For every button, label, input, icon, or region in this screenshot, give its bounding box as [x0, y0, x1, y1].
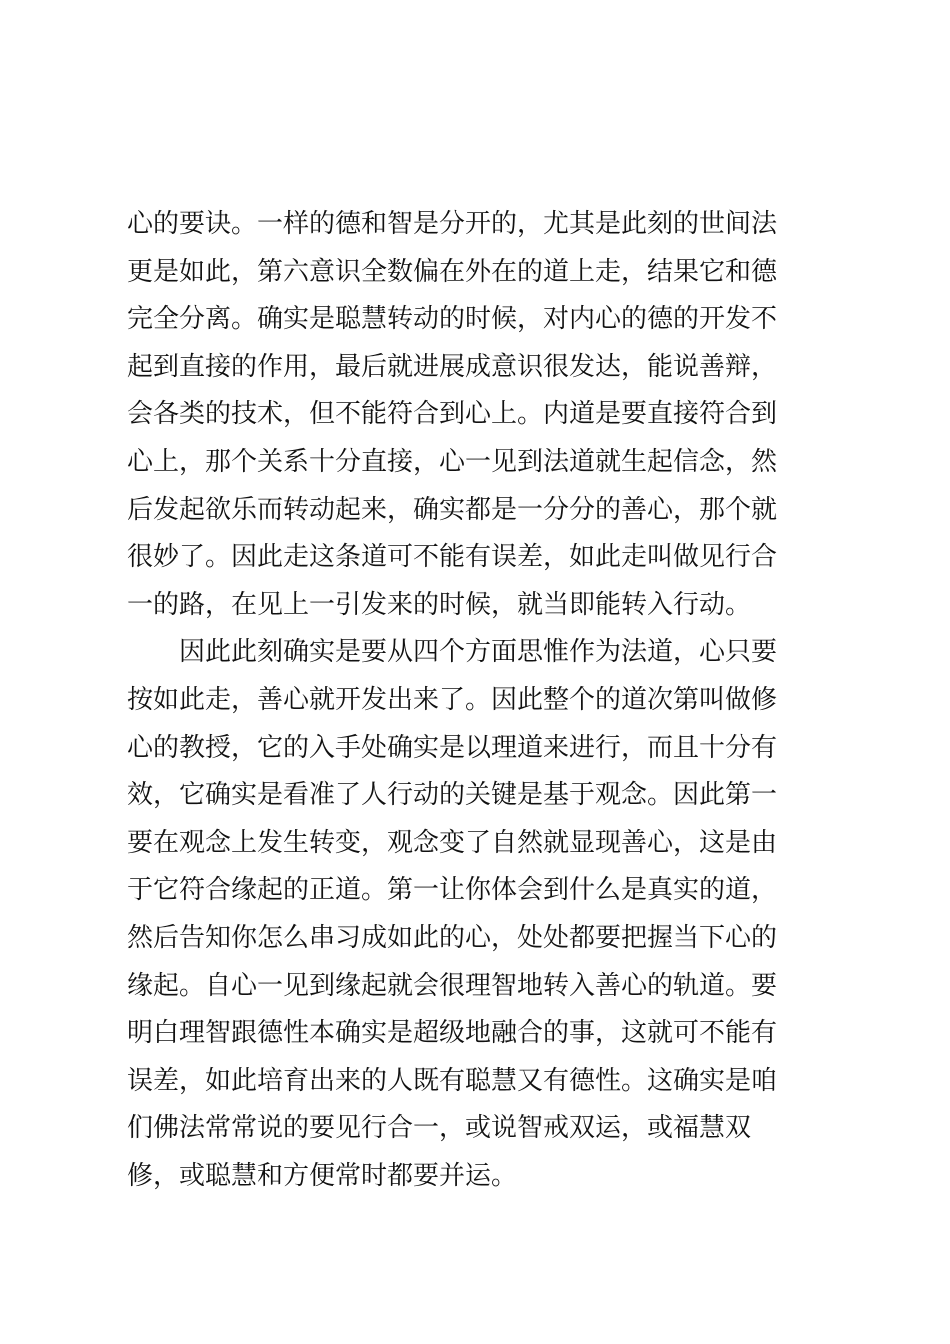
text-line: 完全分离。确实是聪慧转动的时候，对内心的德的开发不 [127, 304, 778, 335]
text-line: 会各类的技术，但不能符合到心上。内道是要直接符合到 [127, 399, 778, 430]
text-line: 起到直接的作用，最后就进展成意识很发达，能说善辩， [127, 351, 778, 382]
text-line: 很妙了。因此走这条道可不能有误差，如此走叫做见行合 [127, 542, 778, 573]
text-line: 心上，那个关系十分直接，心一见到法道就生起信念，然 [127, 446, 778, 477]
text-line: 然后告知你怎么串习成如此的心，处处都要把握当下心的 [127, 922, 778, 953]
text-line: 要在观念上发生转变，观念变了自然就显现善心，这是由 [127, 827, 778, 858]
text-line: 按如此走，善心就开发出来了。因此整个的道次第叫做修 [127, 684, 778, 715]
paragraph-1 [127, 201, 778, 629]
text-line: 心的教授，它的入手处确实是以理道来进行，而且十分有 [127, 732, 778, 763]
text-line: 一的路，在见上一引发来的时候，就当即能转入行动。 [127, 589, 752, 620]
text-line: 误差，如此培育出来的人既有聪慧又有德性。这确实是咱 [127, 1065, 778, 1096]
text-line: 更是如此，第六意识全数偏在外在的道上走，结果它和德 [127, 256, 778, 287]
text-line: 修，或聪慧和方便常时都要并运。 [127, 1160, 518, 1191]
text-line: 缘起。自心一见到缘起就会很理智地转入善心的轨道。要 [127, 970, 778, 1001]
text-line: 后发起欲乐而转动起来，确实都是一分分的善心，那个就 [127, 494, 778, 525]
text-line: 效，它确实是看准了人行动的关键是基于观念。因此第一 [127, 780, 778, 811]
text-line: 们佛法常常说的要见行合一，或说智戒双运，或福慧双 [127, 1113, 752, 1144]
paragraph-2 [127, 629, 778, 1200]
body-text [127, 201, 778, 1200]
text-line: 于它符合缘起的正道。第一让你体会到什么是真实的道， [127, 875, 778, 906]
text-line: 明白理智跟德性本确实是超级地融合的事，这就可不能有 [127, 1018, 778, 1049]
text-line: 心的要诀。一样的德和智是分开的，尤其是此刻的世间法 [127, 209, 778, 239]
text-line: 因此此刻确实是要从四个方面思惟作为法道，心只要 [179, 637, 778, 668]
